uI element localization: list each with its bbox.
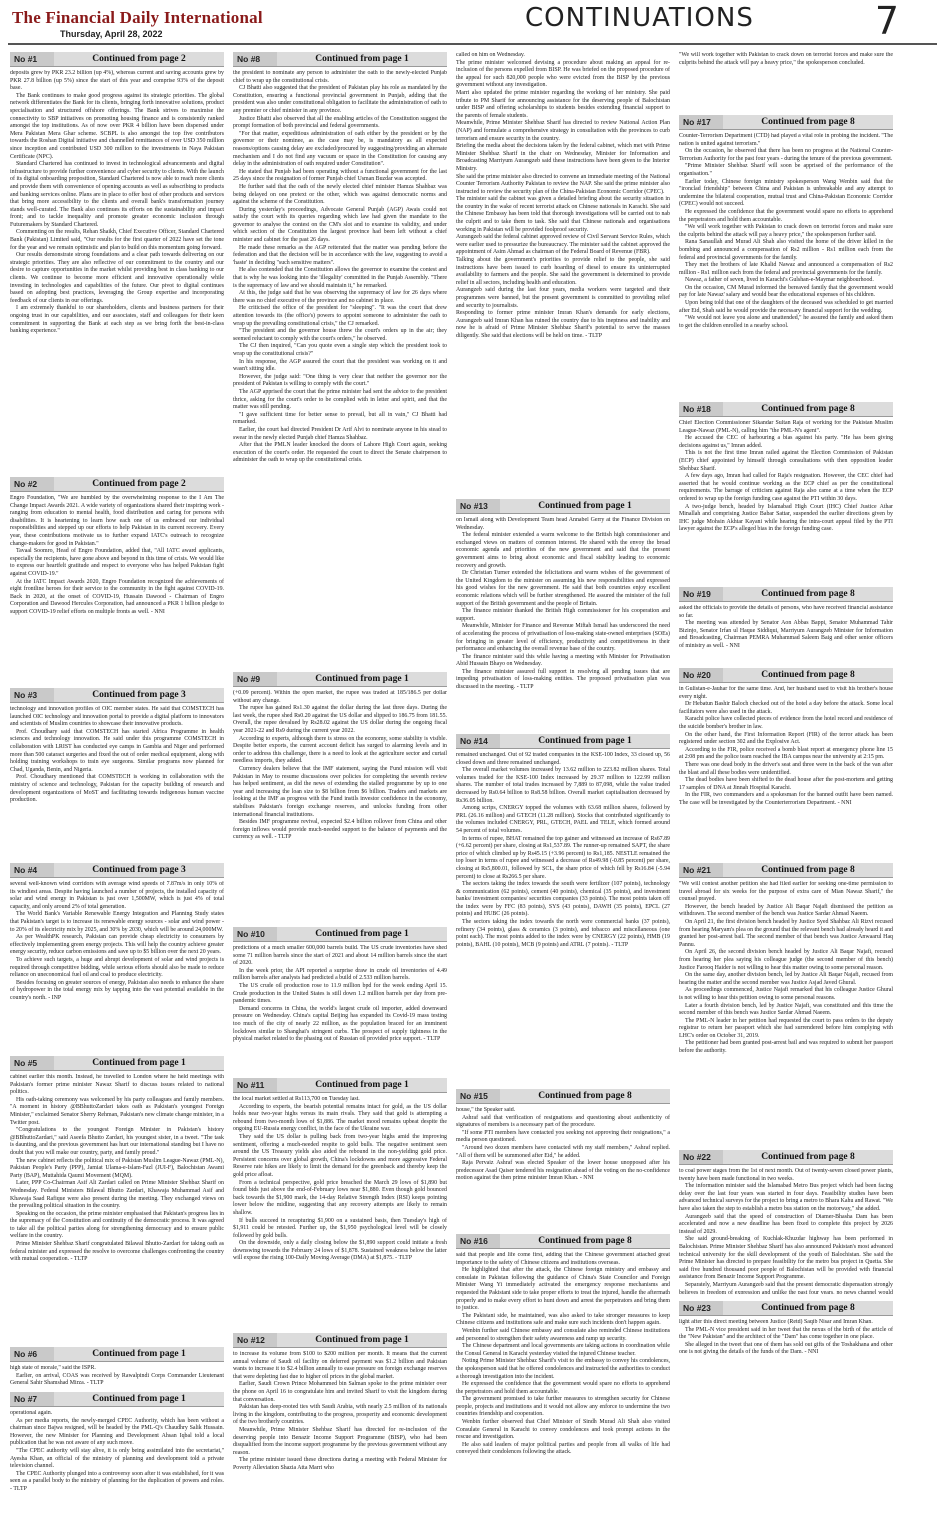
story (679, 1150, 893, 1294)
story (679, 587, 893, 661)
story-paragraph: The dead bodies have been shifted to the dead house after the post-mortem and getting 17 samples of DNA at Jinnah Hospital Karachi. (679, 777, 893, 791)
story-body (456, 517, 670, 727)
story-number: No #18 (683, 404, 711, 414)
story-paragraph: Chief Election Commissioner Sikandar Sultan Raja of working for the Pakistan Muslim League-Nawaz (PML-N), calling him "the PML-N's agent". (679, 420, 893, 434)
story-paragraph: Noting Prime Minister Shehbaz Sharif's visit to the embassy to convey his condolences, the spokesperson said that he offered condolences and instructed the authorities to conduct a thorough investigation into the incident. (456, 1358, 670, 1380)
story (679, 668, 893, 856)
story-paragraph: Dr Hebatun Bashir Baloch checked out of the hotel a day before the attack. Some local facilitators were also used in the attack. (679, 701, 893, 715)
story-paragraph: the local market settled at Rs113,700 on Tuesday last. (233, 1096, 360, 1102)
story-paragraph: The government promised to take further measures to strengthen security for Chinese people, projects and institutions and it would not allow any enforce to undermine the two countries friendship and cooperation. (456, 1396, 670, 1418)
story-paragraph: On the downside, only a daily closing below the $1,890 support could initiate a fresh downswing towards the February 24 lows of $1,878. Sustained weakness below the latter will expose the rising 100-Daily Moving Average (DMA) at $1,875. - TLTP (233, 1240, 447, 1262)
story-paragraph: There was one dead body in the driver's seat and three were in the back of the van after the blast and all these bodies were unidentified. (679, 761, 893, 776)
story-paragraph: The World Bank's Variable Renewable Energy Integration and Planning Study states that Pakistan's target is to increase its renewable energy sources - solar and wind power - to 20% of its electricity mix by 2025, and 30% by 2030, which will be around 24,000MW. (10, 911, 224, 933)
story-paragraph: The meeting was attended by Senator Aon Abbas Bappi, Senator Muhammad Tahir Bizinjo, Senator Irfan ul Haque Siddiqui, Marriyum Aurangzeb Minister for Information and Broadcasting, Chairman PEMRA Muhammad Saleem Baig and other senior officers of ministry as well. - NNI (679, 620, 893, 649)
story-body (456, 752, 670, 1082)
story-paragraph: Aurangzeb said the federal cabinet approved review of Civil Servant Service Rules, which were earlier used to pressurize the bureaucracy. The minister said the cabinet approved the appointment of Asim Ahmad as chairman of the Federal Board of Revenue (FBR). (456, 234, 670, 256)
story-number: No #14 (460, 736, 488, 746)
story-paragraph: Talking about the government's priorities to provide relief to the people, she said instructions have been issued to curb hoarding of diesel to ensure its uninterrupted availability to farmers and the people. She said the government is determined to provide relief in all sectors, including health and education. (456, 257, 670, 286)
story-number: No #10 (237, 929, 265, 939)
story-paragraph: Our results demonstrate strong foundations and a clear path towards delivering on our strategic priorities. They are also reflective of our commitment to the country and our desire to capture opportunities in the market whilst providing best in class banking to our clients. We continue to become more efficient and innovative operationally while investing in technologies and capabilities of the future. Our pivot to digital continues based on adopting best practices, leveraging the Group expertise and incorporating feedback of our clients in our offerings. (10, 252, 224, 304)
story-continued-label: Continued from page 1 (277, 1333, 447, 1347)
story-header (233, 927, 447, 942)
column-2 (233, 52, 447, 1522)
story (10, 688, 224, 856)
story-paragraph: In the week prior, the API reported a surprise draw in crude oil inventories of 4.49 million barrels after analysts had predicted a build of 2.533 million barrels. (233, 967, 447, 982)
story-body (233, 1096, 447, 1326)
story-paragraph: Tavaal Soomro, Head of Engro Foundation, added that, "All IATC award applicants, especially the recipients, have gone above and beyond in this time of crisis. We would like to express our heartfelt gratitude and respect to everyone who has helped Pakistan fight against COVID-19." (10, 548, 224, 577)
story-paragraph: The PML-N leader in her petition had requested the court to pass orders to the deputy registrar to return her passport which she had surrendered before him complying with LHC's order on October 31, 2019. (679, 1017, 893, 1039)
story-paragraph: Aurangzeb said that the speed of construction of Diamer-Bhasha Dam has been accelerated and now a new deadline has been fixed to complete this project by 2026 instead of 2029. (679, 1213, 893, 1235)
story-continued-label: Continued from page 1 (277, 1078, 447, 1092)
column-4 (679, 52, 893, 1522)
story-paragraph: They met the brothers of late Khalid Nawaz and announced a compensation of Rs2 million - Rs1 million each from the federal and provincial governments for the family. (679, 262, 893, 276)
story-paragraph: (+0.09 percent). Within the open market, the rupee was traded at 185/186.5 per dollar without any change. (233, 690, 447, 704)
story-paragraph: The sectors taking the index towards the south were fertilizer (107 points), technology & communication (62 points), cement (40 points), chemical (35 points), and investment banks/ investment companies/ securities companies (33 points). The most points taken off the index were by FFC (83 points), SYS (43 points), DAWH (35 points), EPCL (27 points) and HUBC (26 points). (456, 881, 670, 918)
story-paragraph: At the IATC Impact Awards 2020, Engro Foundation recognized the achievements of eight frontline heroes for their service to the community in the fight against COVID-19. Back in 2020, at the onset of COVID-19, Hussain Dawood - Chairman of Engro Corporation and Dawood Hercules Corporation, had announced a PKR 1 billion pledge to support COVID-19 relief efforts on multiple fronts as well. - NNI (10, 578, 224, 615)
story-paragraph: I am extremely thankful to our shareholders, clients and business partners for their ongoing trust in our capabilities, and our associates, staff and colleagues for their keen commitment in supporting the Bank at each step as we bring forth the best-in-class banking experience." (10, 305, 224, 335)
story-header (679, 1301, 893, 1316)
story-paragraph: said that people and life come first, adding that the Chinese government attached great importance to the safety of Chinese citizens and institutions overseas. (456, 1252, 670, 1266)
story-header (10, 688, 224, 703)
story-continued-label: Continued from page 8 (723, 668, 893, 682)
story-continued-label: Continued from page 1 (277, 52, 447, 66)
story-paragraph: If bulls succeed in recapturing $1,900 on a sustained basis, then Tuesday's high of $1,911 could be retested. Further up, the $1,950 psychological level will be closely followed by gold bulls. (233, 1217, 447, 1239)
story-header (10, 1392, 224, 1407)
story (679, 402, 893, 580)
story-header (679, 402, 893, 417)
story-paragraph: According to the FIR, police received a bomb blast report at emergency phone line 15 at 2:08 pm and the police team reached the IBA campus near the university at 2:15 pm. (679, 746, 893, 761)
story-paragraph: the president to nominate any person to administer the oath to the newly-elected Punjab chief to wrap up the constitutional crisis. (233, 70, 447, 84)
story-paragraph: Meanwhile, Prime Minister Shehbaz Sharif has directed for re-inclusion of the deserving people into Benazir Income Support Programme (BISP), who had been disqualified from the income support programme by the previous government without any reason. (233, 1426, 447, 1456)
story-paragraph: After that the PMLN leader knocked the doors of Lahore High Court again, seeking execution of the court's order. He requested the court to direct the Senate chairperson to administer the oath to wrap up the constitutional crisis. (233, 442, 447, 464)
story-continued-label: Continued from page 8 (723, 115, 893, 129)
story-header (456, 1234, 670, 1249)
story-continued-label: Continued from page 1 (500, 734, 670, 748)
story-continued-label: Continued from page 3 (54, 863, 224, 877)
story-header (679, 863, 893, 878)
story-paragraph: He also said leaders of major political parties and people from all walks of life had conveyed their condolences following the attack. (456, 1441, 670, 1456)
story (10, 477, 224, 681)
story-paragraph: At this, the judge said that he was observing the supremacy of law for 26 days where there was no chief executive of the province and no cabinet in place. (233, 290, 447, 304)
story-paragraph: "Congratulations to the youngest Foreign Minister in Pakistan's history @BBhuttoZardari," said Aseefa Bhutto Zardari, his youngest sister, in a tweet. "The task is daunting, and the previous government has hurt our international standing but I have no doubt that you will make our country, party, and family proud." (10, 1127, 224, 1156)
story-paragraph: operational again. (10, 1410, 53, 1416)
story-paragraph: light after this direct meeting between Justice (Retd) Saqib Nisar and Imran Khan. (679, 1319, 873, 1325)
story-paragraph: The new cabinet reflects the political mix of Pakistan Muslim League-Nawaz (PML-N), Pakistan People's Party (PPP), Jamiat Ulama-e-Islam-Fazl (JUI-F), Balochistan Awami Party (BAP), Muttahida Qaumi Movement (MQM). (10, 1157, 224, 1179)
story-paragraph: Wenbin further observed that Chief Minister of Sindh Murad Ali Shah also visited Consulate General in Karachi to convey condolences and took prompt actions in the rescue and investigation. (456, 1419, 670, 1441)
story-header (10, 863, 224, 878)
story-paragraph: However, the judge said: "One thing is very clear that neither the governor nor the president of Pakistan is willing to comply with the court." (233, 373, 447, 388)
story-paragraph: CJ Bhatti also suggested that the president of Pakistan play his role as mandated by the Constitution, ensuring a functional provincial government in Punjab, adding that the president was also under constitutional obligation to facilitate the administration of oath to any premier or chief minister in any province. (233, 85, 447, 114)
story-paragraph: Currency dealers believe that the IMF statement, saying the Fund mission will visit Pakistan in May to resume discussions over policies for completing the seventh review has helped sentiment, as did the news of extending the stalled programme by up to one year and increasing the loan size to $8 billion from $6 billion. Traders and markets are looking at the IMF as progress with the Fund instils investor confidence in the economy, stabilises Pakistan's foreign exchange reserves, and unlocks funding from other international financial institutions. (233, 765, 447, 818)
story-paragraph: The Pakistani side, he maintained, was also asked to take stronger measures to keep Chinese citizens and institutions safe and make sure such incidents don't happen again. (456, 1312, 670, 1327)
story-body (679, 133, 893, 395)
story-paragraph: cabinet earlier this month. Instead, he travelled to London where he held meetings with Pakistan's former prime minister Nawaz Sharif to discuss issues related to national politics. (10, 1074, 224, 1096)
story-paragraph: During yesterday's proceedings, Advocate General Punjab (AGP) Awais could not satisfy the court with its queries regarding which law had given the mandate to the governor to analyse the contest on the CM's slot and to examine its validity, and under which section of the Constitution the largest province had been left without a chief minister and cabinet for the past 26 days. (233, 206, 447, 244)
story-body (233, 70, 447, 665)
story-continued-label: Continued from page 1 (54, 1392, 224, 1406)
story-paragraph: "We will work together with Pakistan to crack down on terrorist forces and make sure the culprits behind the attack will pay a heavy price," the spokesperson further said. (679, 224, 893, 238)
story-paragraph: However, the bench headed by Justice Ali Baqar Najafi dismissed the petition as withdrawn. The second member of the bench was Justice Sardar Ahmad Naeem. (679, 903, 893, 918)
story-continued-label: Continued from page 8 (723, 863, 893, 877)
story-paragraph: Besides focusing on greater sources of energy, Pakistan also needs to enhance the share of hydropower in the total energy mix by tapping into the vast potential available in the country's north. - INP (10, 979, 224, 1001)
story-continued-label: Continued from page 2 (54, 52, 224, 66)
masthead-divider (8, 43, 937, 45)
story-paragraph: in Gulistan-e-Jauhar for the same time. And, her husband used to visit his brother's house every night. (679, 686, 893, 700)
story-paragraph: high state of morale," said the ISPR. (10, 1365, 96, 1371)
story-paragraph: The Chinese department and local governments are taking actions in coordination while the Consul General in Karachi yesterday visited the injured Chinese teacher. (456, 1343, 670, 1357)
story-number: No #12 (237, 1335, 265, 1345)
story-paragraph: Wenbin further said Chinese embassy and consulate also reminded Chinese institutions and personnel to strengthen their safety awareness and ramp up security. (456, 1327, 670, 1342)
story-paragraph: technology and innovation profiles of OIC member states. He said that COMSTECH has launched OIC technology and innovation portal to provide a digital platform to innovators and scientists of Muslim countries to showcase their innovative products. (10, 706, 224, 728)
story-paragraph: Marri also updated the prime minister regarding the working of her ministry. She paid tribute to PM Sharif for announcing assistance for the deserving people of Balochistan under BISP and offering scholarships to students besides extending financial support to the parents of female students. (456, 89, 670, 119)
story-paragraph: The information minister said the Islamabad Metro Bus project which had been facing delay over the last four years was started in four days. Feasibility studies have been advanced technical surveys for the project to bring a metro to Bhara Kahu and Rawat. "We have also taken the step to establish a metro bus station on the motorway," she added. (679, 1183, 893, 1212)
story-paragraph: In his response, the AGP assured the court that the president was working on it and wasn't sitting idle. (233, 358, 447, 373)
story-paragraph: Prime Minister Shehbaz Sharif congratulated Bilawal Bhutto-Zardari for taking oath as federal minister and expressed the resolve to overcome challenges confronting the country with mutual cooperation. - TLTP (10, 1241, 224, 1263)
story-paragraph: On the same day, another division bench, led by Justice Ali Baqar Najafi, recused from hearing the matter and the second member was Justice Asjad Javed Ghural. (679, 972, 893, 986)
story-paragraph: "Prime Minister Shehbaz Sharif will soon be apprised of the performance of the organisation." (679, 163, 893, 177)
story-body (233, 1351, 447, 1522)
story-paragraph: He accused the CEC of harbouring a bias against his party. "He has been giving decisions against us," Imran added. (679, 435, 893, 449)
story-body (10, 1365, 224, 1385)
story-paragraph: According to experts, the bearish potential remains intact for gold, as the US dollar holds near two-year highs versus its main rivals. They said that gold is attempting a rebound from two-month lows of $1,886. The market mood remains upbeat despite the ongoing EU-Russia energy conflict, in the face of the Ukraine war. (233, 1103, 447, 1133)
story-number: No #11 (237, 1080, 265, 1090)
story-paragraph: The rupee has gained Rs1.30 against the dollar during the last three days. During the last week, the rupee shed Rs0.20 against the US dollar and slipped to 186.75 from 181.55. Overall, the rupee devalued by Rs28.02 against the US dollar during the ongoing fiscal year 2021-22 and Rs9 during the current year 2022. (233, 705, 447, 734)
story-body (679, 52, 893, 108)
story-paragraph: Briefing the media about the decisions taken by the federal cabinet, which met with Prime Minister Shehbaz Sharif in the chair on Wednesday, Minister for Information and Broadcasting Marriyum Aurangzeb said these instructions have been given to the Interior Ministry. (456, 143, 670, 172)
story-paragraph: Commenting on the results, Rehan Shaikh, Chief Executive Officer, Standard Chartered Bank (Pakistan) Limited said, "Our results for the first quarter of 2022 have set the tone for the year and we remain optimistic and plan to build on this momentum going forward. (10, 229, 224, 251)
story-number: No #6 (14, 1349, 38, 1359)
story-paragraph: Dr Christian Turner extended the felicitations and warm wishes of the government of the United Kingdom to the minister on assuming his new responsibilities and expressed his good wishes for the new government. He said that both countries enjoy excellent economic relations which will be further strengthened. He assured the minister of the full support of the British government and the people of Britain. (456, 570, 670, 607)
page-number: 7 (874, 0, 899, 43)
story-paragraph: Pakistan has deep-rooted ties with Saudi Arabia, with nearly 2.5 million of its nationals living in the kingdom, contributing to the progress, prosperity and economic development of the two brotherly countries. (233, 1404, 447, 1426)
story-paragraph: A two-judge bench, headed by Islamabad High Court (IHC) Chief Justice Athar Minallah and comprising Justice Babar Sattar, suspended the earlier directions given by IHC judge Mohsin Akhtar Kayani while hearing the intra-court appeal filed by the PTI lawyer against the ECP's alleged bias in the foreign funding case. (679, 503, 893, 533)
story-body (679, 881, 893, 1143)
story (233, 672, 447, 920)
story-paragraph: Responding to former prime minister Imran Khan's demands for early elections, Aurangzeb said Imran Khan has ruined the country due to his ineptness and inability and now he is afraid of Prime Minister Shehbaz Sharif's potential to serve the masses diligently. She said that elections will be held on time. - TLTP (456, 310, 670, 339)
story-paragraph: From a technical perspective, gold price breached the March 29 lows of $1,890 but found bids just above the end-of-February lows near $1,880. Even though gold bounced back towards the $1,900 mark, the 14-day Relative Strength Index (RSI) keeps pointing lower below the midline, suggesting that any recovery attempts are likely to remain shallow. (233, 1179, 447, 1216)
story-header (233, 672, 447, 687)
story-number: No #1 (14, 54, 38, 64)
story-paragraph: The federal minister extended a warm welcome to the British high commissioner and exchanged views on matters of common interest. He shared with the envoy the broad economic agenda and priorities of the new government and said that the present government aims to bring about economic and fiscal stability leading to economic recovery and growth. (456, 532, 670, 569)
story-number: No #15 (460, 1091, 488, 1101)
story-number: No #4 (14, 865, 38, 875)
story-header (679, 668, 893, 683)
story-number: No #19 (683, 589, 711, 599)
story-number: No #9 (237, 674, 261, 684)
story-continuation (456, 52, 670, 492)
story-paragraph: He further said that the oath of the newly elected chief minister Hamza Shahbaz was being delayed on one pretext or the other, which was against democratic norms and against the scheme of the Constitution. (233, 183, 447, 206)
story-paragraph: In terms of rupee, BHAT remained the top gainer and witnessed an increase of Rs67.89 (+6.62 percent) per share, closing at Rs1,537.89. The runner-up remained SAPT, the share price of which climbed up by Rs45.15 (+3.96 percent) to Rs1,185. NESTLE remained the top loser in terms of rupee and witnessed a decrease of Rs49.98 (-0.85 percent) per share, closing at Rs5,800.01, followed by SCL, the share price of which fell by Rs16.84 (-5.94 percent) to close at Rs266.5 per share. (456, 835, 670, 880)
story (10, 1347, 224, 1385)
story-body (10, 706, 224, 856)
story-paragraph: She alleged in the tweet that one of them has sold out gifts of the Toshakhana and other one is not giving the details of the funds of the Dam. - NNI (679, 1341, 893, 1356)
story (456, 734, 670, 1082)
story-paragraph: They said the US dollar is pulling back from two-year highs amid the improving sentiment, offering a much-needed respite to gold bulls. The negative sentiment seen around the US Treasury yields also aided the rebound in the non-yielding gold price. Persistent concerns over global growth, China's lockdowns and more aggressive Federal Reserve rate hikes are likely to limit the demand for the greenback and thereby keep the gold price afloat. (233, 1133, 447, 1178)
story-continued-label: Continued from page 1 (54, 1347, 224, 1361)
story-paragraph: Counter-Terrorism Department (CTD) had played a vital role in probing the incident. "The nation is united against terrorism." (679, 133, 893, 147)
story (233, 1333, 447, 1522)
story-paragraph: Prof. Choudhary mentioned that COMSTECH is working in collaboration with the ministry of science and technology, Pakistan for the capacity building of research and development organizations of MoST and facilitating towards indigenous human vaccine production. (10, 774, 224, 804)
story-body (456, 1252, 670, 1522)
story-continued-label: Continued from page 1 (500, 499, 670, 513)
story-paragraph: Meanwhile, Minister for Finance and Revenue Miftah Ismail has underscored the need of accelerating the process of privatisation of loss-making state-owned enterprises (SOEs) for bringing in greater level of efficiency, productivity and competitiveness in their performance and enhancing the overall revenue base of the country. (456, 623, 670, 653)
story-body (679, 420, 893, 580)
story-paragraph: The minister said the cabinet was given a detailed briefing about the security situation in the country in the wake of recent terrorist attack on Chinese nationals in Karachi. She said the Chinese Embassy has been told that thorough investigations will be carried out to nab the culprit and to take them to task. She said that Chinese nationals and organisations working in Pakistan will be provided foolproof security. (456, 196, 670, 233)
story-paragraph: A few days ago, Imran had called for Raja's resignation. However, the CEC chief had asserted that he would continue working as the ECP chief as per the constitutional requirements. The barrage of criticism against Raja also came at a time when the ECP ordered to wrap up the foreign funding case against the PTI within 30 days. (679, 473, 893, 502)
story-paragraph: She said ground-breaking of Kuchlak-Khuzdar highway has been performed in Balochistan. Prime Minister Shehbaz Sharif has also announced Pakistan's most advanced technical university for the skill development of the youth of Balochistan. She said the Prime Minister has directed to prepare feasibility for the metro bus project in Quetta. She said five hundred thousand poor people of Balochistan will be provided with financial assistance from Benazir Income Support Programme. (679, 1236, 893, 1281)
story-paragraph: "The CPEC authority will stay alive, it is only being assimilated into the secretariat," Ayesha Khan, an official of the ministry of planning and development told a private television channel. (10, 1447, 224, 1470)
story-number: No #13 (460, 501, 488, 511)
story-number: No #8 (237, 54, 261, 64)
story-paragraph: several well-known wind corridors with average wind speeds of 7.87m/s in only 10% of its windiest areas. Despite having launched a number of projects, the installed capacity of solar and wind energy in Pakistan is just over 1,500MW, which is just 4% of total capacity, and only around 2% of total generation. (10, 881, 224, 910)
story-paragraph: "Around two dozen members have contacted with my staff members," Ashraf replied. "All of them will be summoned after Eid," he added. (456, 1144, 670, 1159)
story-paragraph: The finance minister assured full support in resolving all pending issues that are impeding privatisation of loss-making entities. The proposed privatisation plan was discussed in the meeting. - TLTP (456, 668, 670, 691)
story-paragraph: This is not the first time Imran railed against the Election Commission of Pakistan (ECP) chief appointed by himself through consultations with then opposition leader Shehbaz Sharif. (679, 450, 893, 472)
story-paragraph: To achieve such targets, a huge and abrupt development of solar and wind projects is required through competitive bidding, while serious efforts should also be made to reduce reliance on uneconomical fuel oil and coal to produce electricity. (10, 956, 224, 979)
story-continued-label: Continued from page 1 (54, 1056, 224, 1070)
story-continued-label: Continued from page 8 (723, 587, 893, 601)
story-number: No #16 (460, 1236, 488, 1246)
story (10, 1056, 224, 1340)
story-paragraph: His oath-taking ceremony was welcomed by his party colleagues and family members. "A moment in history @BBhuttoZardari takes oath as Pakistan's youngest Foreign Minister," exclaimed Senator Sherry Rehman, Pakistan's new climate change minister, in a Twitter post. (10, 1096, 224, 1126)
story (10, 1392, 224, 1510)
story-continued-label: Continued from page 1 (277, 927, 447, 941)
story-paragraph: He criticised the office of the president for "sleeping". "It was the court that drew attention towards its (the office's) powers to appoint someone to administer the oath to wrap up the prevailing constitutional crisis," the CJ remarked. (233, 305, 447, 327)
story (679, 1301, 893, 1383)
story-paragraph: The overall market volumes increased by 13.62 million to 223.82 million shares. Total volumes traded for the KSE-100 Index increased by 29.37 million to 122.99 million shares. The number of total trades increased by 7,889 to 87,098, while the value traded decreased by Rs0.64 billion to Rs8.58 billion. Overall market capitalisation decreased by Rs36.05 billion. (456, 767, 670, 804)
story-paragraph: The CJ then inquired, "Can you quote even a single step which the president took to wrap up the constitutional crisis?" (233, 343, 447, 357)
story-header (456, 1089, 670, 1104)
story-paragraph: On April 21, the first division bench headed by Justice Syed Shahbaz Ali Rizvi recused from hearing Maryam's plea on the ground that the relevant bench had already heard it and granted her post-arrest bail. The second member of that bench was Justice Anwaarul Haq Pannu. (679, 918, 893, 948)
story-paragraph: The finance minister said this while having a meeting with Minister for Privatisation Abid Hussain Bhayo on Wednesday. (456, 653, 670, 668)
story-paragraph: Karachi police have collected pieces of evidence from the hotel record and residence of the suicide bomber's brother in law. (679, 716, 893, 730)
story-continued-label: Continued from page 2 (54, 477, 224, 491)
story-body (679, 1319, 893, 1383)
story-paragraph: "The president and the governor house threw the court's orders up in the air; they seemed reluctant to comply with the court's orders," he observed. (233, 328, 447, 342)
story-paragraph: On the occasion, he observed that there has been no progress at the National Counter-Terrorism Authority for the past four years - during the tenure of the previous government. (679, 148, 893, 162)
story-paragraph: The US crude oil production rose to 11.9 million bpd for the week ending April 15. Crude production in the United States is still down 1.2 million barrels per day from pre-pandemic times. (233, 982, 447, 1005)
story-header (10, 1347, 224, 1362)
story-paragraph: He also contended that the Constitution allows the governor to examine the contest and that is why he was looking into the 'illegality' committed in the Punjab Assembly. "There is the supremacy of law and we should maintain it," he remarked. (233, 267, 447, 289)
story-paragraph: As proceedings commenced, Justice Najafi remarked that his colleague Justice Ghural is not willing to hear this petition owing to some personal reasons. (679, 987, 893, 1001)
story-paragraph: on Ismail along with Development Team head Annabel Gerry at the Finance Division on Wednesday. (456, 517, 670, 531)
story-paragraph: The PML-N vice president said in her tweet that the nexus of the birth of the article of the "New Pakistan" and the architect of the "Dam" has come together in one place. (679, 1326, 893, 1341)
story-paragraph: The petitioner had been granted post-arrest bail and was required to submit her passport before the authority. (679, 1040, 893, 1055)
story-paragraph: Later a fourth division bench, led by Justice Najafi, was constituted and this time the second member of this bench was Justice Sardar Ahmad Naeem. (679, 1002, 893, 1017)
story-paragraph: The Bank continues to make good progress against its strategic priorities. The global network differentiates the Bank for its clients, bringing forth innovative solutions, product specialisation and structured offshore offerings. The Bank strives to maximise the connectivity to SBP initiatives on promoting housing finance and is consistently ranked amongst the top institutions. As of now over PKR 4 billion have been dispersed under Mera Pakistan Mera Ghar scheme. SCBPL is also amongst the top five contributors towards the Roshan Digital initiative and channelled remittances of over USD 350 million since inception and contributed USD 300 million to the investments in Naya Pakistan Certificate (NPC). (10, 92, 224, 160)
story-paragraph: "I gave sufficient time for better sense to prevail, but all in vain," CJ Bhatti had remarked. (233, 411, 447, 426)
story (679, 115, 893, 395)
story (456, 1234, 670, 1522)
story-body (679, 605, 893, 661)
story-paragraph: Demand concerns in China, the world's largest crude oil importer, added downward pressure on Wednesday. China's capital Beijing has expanded its Covid-19 mass testing too much of the city of nearly 22 million, as the population braced for an imminent lockdown similar to Shanghai's stringent curbs. The prospect of supply tightness in the physical market related to the phasing out of Russian oil provided price support. - TLTP (233, 1005, 447, 1043)
story-header (10, 477, 224, 492)
story-paragraph: Speaking on the occasion, the prime minister emphasised that Pakistan's progress lies in the supremacy of the Constitution and continuity of the democratic process. It was agreed to take all the political parties along for strengthening democracy and to ensure public welfare in the country. (10, 1210, 224, 1240)
story-paragraph: In the FIR, two commanders and a spokesman for the banned outfit have been named. The case will be investigated by the Counterterrorism Department. - NNI (679, 792, 893, 806)
story-paragraph: The prime minister issued these directions during a meeting with Federal Minister for Poverty Alleviation Shazia Atta Marri who (233, 1457, 447, 1471)
story-paragraph: predictions of a much smaller 600,000 barrels build. The US crude inventories have shed some 71 million barrels since the start of 2021 and about 14 million barrels since the start of 2020. (233, 945, 447, 967)
story-continued-label: Continued from page 8 (723, 402, 893, 416)
story (679, 863, 893, 1143)
story-number: No #7 (14, 1394, 38, 1404)
story-paragraph: "We will contest another petition she had filed earlier for seeking one-time permission to travel abroad for six weeks for the purpose of extra care of Mian Nawaz Sharif," the counsel prayed. (679, 881, 893, 903)
story-paragraph: The AGP apprised the court that the prime minister had sent the advice to the president thrice, asking for the court's order to be complied with in letter and spirit, and that the matter was still pending. (233, 388, 447, 411)
story-continued-label: Continued from page 1 (277, 672, 447, 686)
story-paragraph: He expressed the confidence that the government would spare no efforts to apprehend the perpetrators and hold them accountable. (456, 1381, 670, 1395)
story (456, 499, 670, 727)
story (10, 52, 224, 470)
story-paragraph: Justice Bhatti also observed that all the enabling articles of the Constitution suggest the prompt formation of both provincial and federal governments. (233, 115, 447, 130)
story-paragraph: As per media reports, the newly-merged CPEC Authority, which has been without a chairman since Bajwa resigned, will be headed by the PML-Q's Chaudhry Salik Hussain. However, the new Minister for Planning and Development Ahsan Iqbal told a local publication that he was not aware of any such move. (10, 1417, 224, 1447)
story-paragraph: Engro Foundation, "We are humbled by the overwhelming response to the I Am The Change Impact Awards 2021. A wide variety of organizations shared their inspiring work - ranging from education to mental health, food distribution and caring for persons with disabilities. It is heartening to learn how each one of us embraced our individual responsibilities and stepped up our efforts to help Pakistan in its current recovery. Every year, these contributions motivate us to further expand IATC's outreach to recognize change-makers for good in Pakistan." (10, 495, 224, 547)
story-paragraph: Besides IMF programme revival, expected $2.4 billion rollover from China and other foreign inflows would provide much-needed support to the balance of payments and the currency as well. - TLTP (233, 819, 447, 841)
story-paragraph: He stated that Punjab had been operating without a functional government for the last 25 days since the resignation of former Punjab chief Usman Buzdar was accepted. (233, 168, 447, 183)
publication-title: The Financial Daily International (12, 8, 263, 27)
story-continued-label: Continued from page 3 (54, 688, 224, 702)
story-paragraph: The finance minister thanked the British High commissioner for his cooperation and support. (456, 608, 670, 622)
story-body (10, 881, 224, 1049)
story-paragraph: As per WealthPK research, Pakistan can provide cheap electricity to consumers by effectively implementing green energy projects. This will help the country achieve greater energy security, reduce carbon emissions and save up to $5 billion over the next 20 years. (10, 934, 224, 956)
story-paragraph: Upon being told that one of the daughters of the deceased was scheduled to get married after Eid, Shah said he would provide the necessary financial support for the wedding. (679, 300, 893, 314)
story-header (456, 734, 670, 749)
story-body (10, 1410, 224, 1510)
story-header (679, 587, 893, 602)
story-header (679, 1150, 893, 1165)
column-1 (10, 52, 224, 1522)
story-header (233, 1078, 447, 1093)
story-paragraph: He highlighted that after the attack, the Chinese foreign ministry and embassy and consulate in Pakistan following the guidance of China's State Councilor and Foreign Minister Wang Yi immediately activated the emergency response mechanisms and requested the Pakistani side to take proper efforts to treat the injured, handle the aftermath properly and to make every effort to hunt down and arrest the perpetrators and bring them to justice. (456, 1267, 670, 1312)
story-paragraph: Raja Pervaiz Ashraf was elected Speaker of the lower house unopposed after his predecessor Asad Qaiser tendered his resignation ahead of the voting on the no-confidence motion against the then prime minister Imran Khan. - NNI (456, 1160, 670, 1182)
story-paragraph: The sectors taking the index towards the north were commercial banks (37 points), refinery (34 points), glass & ceramics (3 points), and tobacco and miscellaneous (one point each). The most points added to the index were by CNERGY (22 points), HMB (19 points), BAHL (10 points), MCB (9 points) and ATRL (7 points). - TLTP (456, 919, 670, 948)
story-paragraph: called on him on Wednesday. (456, 52, 525, 58)
story-paragraph: She said the prime minister also directed to convene an immediate meeting of the National Counter Terrorism Authority Pakistan to review the NAP. She said the prime minister also instructed to review the security plan of the China-Pakistan Economic Corridor (CPEC). (456, 173, 670, 195)
story-paragraph: On the occasion, CM Murad informed the bereaved family that the government would pay for late Nawaz' salary and would bear the educational expenses of his children. (679, 284, 893, 299)
story-number: No #21 (683, 865, 711, 875)
story-paragraph: Nawaz, a father of seven, lived in Karachi's Gulshan-e-Maymar neighbourhood. (685, 277, 874, 284)
story-paragraph: Earlier, on arrival, COAS was received by Rawalpindi Corps Commander Lieutenant General Sahir Shamshad Mirza. - TLTP (10, 1372, 224, 1385)
story-paragraph: He made these remarks as the AGP reiterated that the matter was pending before the federation and that the decision will be in accordance with the law, suggesting to avoid a 'haste' in deciding "such sensitive matters". (233, 244, 447, 266)
story-continued-label: Continued from page 8 (723, 1301, 893, 1315)
story-paragraph: deposits grew by PKR 23.2 billion (up 4%), whereas current and saving accounts grew by PKR 27.8 billion (up 5%) since the start of this year and comprise 93% of the deposit base. (10, 70, 224, 92)
story-header (10, 1056, 224, 1071)
story-paragraph: "We would not leave you alone and unattended," he assured the family and asked them to get the children enrolled in a nearby school. (679, 315, 893, 329)
story-header (233, 1333, 447, 1348)
story-paragraph: remained unchanged. Out of 92 traded companies in the KSE-100 Index, 33 closed up, 56 closed down and three remained unchanged. (456, 752, 670, 766)
story-paragraph: On the other hand, the First Information Report (FIR) of the terror attack has been registered under section 302 and the Explosive Act. (679, 731, 893, 746)
column-3 (456, 52, 670, 1522)
story-continued-label: Continued from page 8 (723, 1150, 893, 1164)
story-paragraph: Earlier, Saudi Crown Prince Mohammed bin Salman spoke to the prime minister over the phone on April 16 to congratulate him and invited Sharif to visit the kingdom during that conversation. (233, 1381, 447, 1403)
story (456, 1089, 670, 1227)
section-title: CONTINUATIONS (525, 3, 754, 33)
story-body (10, 70, 224, 470)
story-continued-label: Continued from page 8 (500, 1089, 670, 1103)
story-body (679, 686, 893, 856)
story-header (679, 115, 893, 130)
story-header (10, 52, 224, 67)
story-body (233, 945, 447, 1071)
story-continued-label: Continued from page 8 (500, 1234, 670, 1248)
story-paragraph: He expressed the confidence that the government would spare no efforts to apprehend the perpetrators and hold them accountable. (679, 208, 893, 223)
story-paragraph: Standard Chartered has continued to invest in technological advancements and digital infrastructure to provide further convenience and cyber security to clients. With the launch of its digital onboarding proposition, Standard Chartered is now able to reach more clients and provide them with convenience of opening accounts as well as subscribing to products and banking services online. Plans are in place to offer host of other products and services that bring more accessibility to the clients and overall bank's transformation journey stands well-curated. The Bank also continues its efforts on the sustainability and impact front; and to tackle inequality and promote greater economic inclusion through Futuremakers by Standard Chartered. (10, 161, 224, 228)
story (233, 1078, 447, 1326)
story-body (456, 1107, 670, 1227)
story-body (10, 1074, 224, 1340)
story-paragraph: The CPEC Authority plunged into a controversy soon after it was established, for it was seen as a parallel body to the ministry of planning for the duplication of powers and roles. - TLTP (10, 1470, 224, 1492)
story-paragraph: Aurangzeb said during the last four years, media workers were targeted and their programmes were banned, but the present government is committed to providing relief and security to journalists. (456, 287, 670, 309)
story-paragraph: to increase its volume from $100 to $200 million per month. It means that the current annual volume of Saudi oil facility on deferred payment was $1.2 billion and Pakistan wants to increase it to $2.4 billion annually to ease pressure on foreign exchange reserves that were depleting fast due to higher oil prices in the global market. (233, 1351, 447, 1380)
story-paragraph: Rana Sanaullah and Murad Ali Shah also visited the home of the driver killed in the bombing and announced a compensation of Rs2 million - Rs1 million each from the federal and provincial governments for the family. (679, 239, 893, 261)
story-paragraph: Later, PPP Co-Chairman Asif Ali Zardari called on Prime Minister Shehbaz Sharif on Wednesday. Federal Ministers Bilawal Bhutto Zardari, Khawaja Muhammad Asif and Khawaja Saad Rafique were also present during the meeting. They exchanged views on the prevailing political situation in the country. (10, 1180, 224, 1210)
story-number: No #20 (683, 670, 711, 680)
story-paragraph: The prime minister welcomed devising a procedure about making an appeal for re-inclusion of the persons expelled from BISP. He was briefed on the proposed procedure of the appeal for such 820,000 people who were evicted from the BISP by the previous government without any investigation. (456, 59, 670, 89)
story-paragraph: On April 26, the second division bench headed by Justice Ali Baqar Najafi, recused from hearing her plea saying his colleague judge (the second member of this bench) Justice Farooq Haider is not willing to hear this matter owing to some personal reason. (679, 949, 893, 971)
story-paragraph: Earlier today, Chinese foreign ministry spokesperson Wang Wenbin said that the "ironclad friendship" between China and Pakistan is unbreakable and any attempt to undermine the bilateral cooperation, mutual trust and China-Pakistan Economic Corridor (CPEC) would not succeed. (679, 178, 893, 208)
story-paragraph: Prof. Choudhary said that COMSTECH has started Africa Programme in health sciences and technology innovation. He said under this programme COMSTECH in collaboration with LRIST has conducted eye camps in Gambia and Niger and performed more than 500 cataract surgeries and fixed the out of order medical equipment, along with holding training workshops to train eye surgeons. Similar programs now planned for Chad, Uganda, Benin, and Nigeria. (10, 728, 224, 773)
story-paragraph: Among scrips, CNERGY topped the volumes with 63.68 million shares, followed by PRL (26.16 million) and GTECH (11.28 million). Stocks that contributed significantly to the volumes included CNERGY, PRL, GTECH, PAEL and TELE, which formed around 54 percent of total volumes. (456, 805, 670, 834)
story-paragraph: "We will work together with Pakistan to crack down on terrorist forces and make sure the culprits behind the attack will pay a heavy price," the spokesperson concluded. (679, 52, 893, 66)
story-number: No #17 (683, 117, 711, 127)
story (10, 863, 224, 1049)
story-paragraph: Meanwhile, Prime Minister Shehbaz Sharif has directed to review National Action Plan (NAP) and formulate a comprehensive strategy in consultation with the provinces to curb terrorism and ensure security in the country. (456, 120, 670, 142)
story-paragraph: asked the officials to provide the details of persons, who have received financial assistance so far. (679, 605, 893, 619)
story (233, 927, 447, 1071)
story-number: No #5 (14, 1058, 38, 1068)
story-paragraph: to coal power stages from the 1st of next month. Out of twenty-seven closed power plants, twenty have been made functional in two weeks. (679, 1168, 893, 1182)
story-number: No #3 (14, 690, 38, 700)
story-body (456, 52, 670, 492)
story-paragraph: According to experts, although there is stress on the economy, some stability is visible. Despite better exports, the current account deficit has surged to alarming levels and in order to address this challenge, there is a need to look at the agriculture sector and curtail needless imports, they added. (233, 735, 447, 765)
story-number: No #2 (14, 479, 38, 489)
story (233, 52, 447, 665)
story-header (456, 499, 670, 514)
publication-date: Thursday, April 28, 2022 (60, 29, 163, 39)
story-paragraph: house," the Speaker said. (456, 1107, 516, 1113)
story-paragraph: Ashraf said that verification of resignations and questioning about authenticity of signatures of members is a necessary part of the procedure. (456, 1114, 670, 1129)
story-number: No #22 (683, 1152, 711, 1162)
masthead (0, 0, 945, 46)
story-paragraph: "For that matter, expeditious administration of oath either by the president or by the governor or their nominee, as the case may be, is mandatory as all expected reasons/options causing delay are excluded/procured by suggesting/providing an alternate mechanism and I do not find any vacuum or space in the Constitution for causing any delay in the administration of oath required under Constitution". (233, 130, 447, 168)
story-body (679, 1168, 893, 1294)
story-paragraph: Earlier, the court had directed President Dr Arif Alvi to nominate anyone in his stead to swear in the newly elected Punjab chief Hamza Shahbaz. (233, 426, 447, 441)
story-number: No #23 (683, 1303, 711, 1313)
story-paragraph: Separately, Marriyum Aurangzeb said that the present democratic dispensation strongly believes in freedom of expression and unlike the past four years, no news channel would (679, 1281, 893, 1294)
story-body (10, 495, 224, 681)
story-header (233, 52, 447, 67)
story-paragraph: "If some PTI members have contacted you seeking not approving their resignations," a media person questioned. (456, 1129, 670, 1144)
story-continuation (679, 52, 893, 108)
story-body (233, 690, 447, 920)
